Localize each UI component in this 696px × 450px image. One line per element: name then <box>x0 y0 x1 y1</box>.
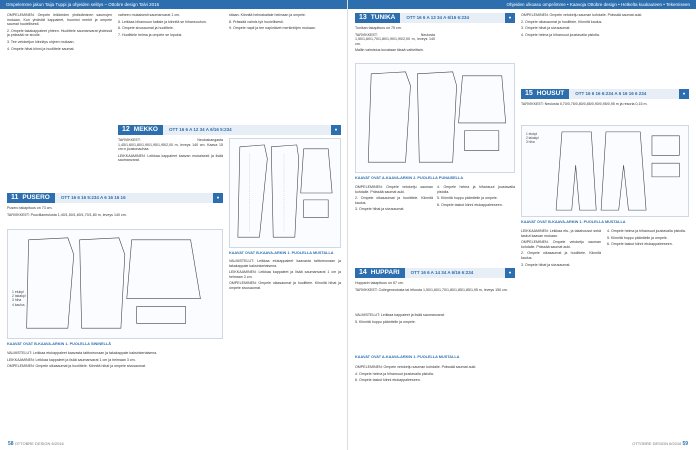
footer-text: OTTOBRE DESIGN 6/2016 <box>14 441 64 446</box>
section-15-text <box>521 102 689 124</box>
section-number: 13 <box>355 13 371 23</box>
section-title: HOUSUT <box>537 89 569 99</box>
left-header: Ompelemme jakun Taija Tuppi ja ohjeiden selitys – Ottobre design Talvi 2016 <box>0 0 348 9</box>
left-text-col-3 <box>229 13 341 113</box>
paragraph: 9. Ompele napit ja tee napinlävet merkintöjen mukaan. <box>229 26 316 31</box>
section-number: 11 <box>7 193 22 203</box>
dress-pattern-drawing <box>230 139 340 247</box>
paragraph: 4. Ompele hihat kiinni ja huolittele saumat. <box>7 46 75 51</box>
section-number: 14 <box>355 268 371 278</box>
diagram-caption: KAAVAT OVAT B-KAAVA-ARKIN 1. PUOLELLA SININELLÄ <box>7 342 111 346</box>
diagram-caption: KAAVAT OVAT A-KAAVA-ARKIN 1. PUOLELLA MUSTALLA <box>355 355 460 359</box>
right-text-col-4 <box>521 229 601 429</box>
pattern-piece-label: 3 hiha <box>526 140 535 144</box>
diagram-caption: KAAVAT OVAT A-KAAVA-ARKIN 2. PUOLELLA PUNAISELLA <box>355 176 464 180</box>
paragraph: Tunikan takapituus on 75 cm. <box>355 26 402 30</box>
pattern-code: OTT 16 6 A 13 34 A 6/16 6:234 <box>400 13 505 23</box>
paragraph: 2. Ompele olkasaumat ja huolittele. Kiinnitä kaulus. <box>521 251 601 260</box>
tunic-pattern-drawing <box>356 64 514 172</box>
right-text-col-3 <box>521 13 689 85</box>
section-14-bottom <box>355 365 515 435</box>
paragraph: Hupparin takapituus on 67 cm. <box>355 281 404 285</box>
section-heading-11 <box>7 193 223 203</box>
pattern-code: OTT 16 6 A 14 34 A 6/16 6:234 <box>405 268 505 278</box>
paragraph: 8. Prässää valmis työ huolellisesti. <box>229 19 284 24</box>
section-11-text <box>7 206 223 226</box>
paragraph: 4. Ompele helma ja hihansuut joustavalla pistolla. <box>607 229 686 233</box>
paragraph: 2. Ompele olkasaumat ja huolittele. Kiinnitä kaulus. <box>521 19 603 24</box>
section-heading-12 <box>118 125 341 135</box>
pattern-piece-label: 2 takakpl <box>526 136 539 140</box>
footer-text: OTTOBRE DESIGN 6/2016 <box>632 441 682 446</box>
paragraph: 4. Ompele helma ja hihansuut joustavalla pistolla. <box>355 371 434 376</box>
pattern-piece-list <box>12 290 26 307</box>
paragraph: TARVIKKEET: Puuvillaneulosta 1,40/1,50/1,60/1,70/1,80 m, leveys 140 cm. <box>7 212 127 217</box>
right-text-col-2 <box>437 185 515 265</box>
paragraph: 6. Ompele taskut kiinni etukappaleeseen. <box>607 242 673 247</box>
paragraph: TARVIKKEET: Neulosta 0,70/0,75/0,80/0,85/0,90/0,95/0,95 m ja resoria 0,15 m. <box>521 102 648 106</box>
paragraph: VALMISTELUT: Leikkaa etukappaleet kaavasta taittoreunaan ja takakappale kaksinkertaisena. <box>7 351 158 355</box>
paragraph: 6. Ompele sivusaumat ja huolittele. <box>118 26 174 31</box>
left-footer <box>8 441 64 447</box>
paragraph: TARVIKKEET: Neuloskangasta 1,45/1,60/1,80/1,90/1,95/1,95/2,00 m, leveys 140 cm. Kaava 15 cm:n joustonauhaa. <box>118 138 223 152</box>
pattern-piece-list <box>526 132 539 144</box>
paragraph: OMPELEMINEN: Ompele vetoketju sauman kohdalle. Prässää saumat auki. <box>521 240 601 249</box>
section-title: PUSERO <box>22 193 54 203</box>
section-title: TUNIKA <box>371 13 401 23</box>
paragraph: OMPELEMINEN: Ompele leikkeiden yhdistäminen saumojen mukaan. Kun yhdistät kappaleet, huomioi merkit ja ompele saumat huolellisesti. <box>7 13 112 27</box>
paragraph: 4. Ompele helma ja hihansuut joustavalla pistolla. <box>437 185 515 194</box>
left-text-col-1 <box>7 13 112 188</box>
left-text-col-3b <box>229 259 341 399</box>
left-bottom-text <box>7 351 223 431</box>
pattern-code: OTT 16 6 16 6:234 A 6 16 16 6 234 <box>569 89 679 99</box>
pattern-diagram-15 <box>521 125 689 217</box>
pattern-diagram-13 <box>355 63 515 173</box>
section-heading-15 <box>521 89 689 99</box>
section-number: 12 <box>118 125 134 135</box>
paragraph: 5. Kiinnitä huppu pääntielle ja ompele. <box>355 319 416 324</box>
pattern-piece-label: 1 etukpl <box>526 132 538 136</box>
paragraph: OMPELEMINEN: Ompele vetoketju sauman kohdalle. Prässää saumat auki. <box>355 365 477 369</box>
paragraph: 5. Leikkaa hihansuun kaitale ja kiinnitä se hihansuuhun. <box>118 19 207 24</box>
pattern-piece-label: 3 hiha <box>12 298 22 303</box>
pattern-code: OTT 16 6 16 5:234 A 6 16 16 16 <box>55 193 213 203</box>
pattern-code: OTT 16 6 A 12 34 A 6/16 5:234 <box>163 125 331 135</box>
trousers-pattern-drawing <box>522 126 688 216</box>
paragraph: sitaan. Kiinnitä helmakaitale helmaan ja ompele. <box>229 13 306 17</box>
section-heading-13 <box>355 13 515 23</box>
paragraph: Pusero takapituus on 73 cm. <box>7 206 53 210</box>
paragraph: 3. Ompele hihat ja sivusaumat. <box>355 207 405 212</box>
paragraph: 4. Ompele helma ja hihansuut joustavalla pistolla. <box>521 32 600 37</box>
paragraph: 6. Ompele taskut kiinni etukappaleeseen. <box>355 378 421 383</box>
paragraph: LEIKKAAMINEN: Leikkaa etu- ja takahousut sekä taskut kaavan mukaan. <box>521 229 601 238</box>
size-badge-icon: ● <box>213 193 223 203</box>
section-14-text-more <box>355 313 515 353</box>
page-number: 58 <box>8 441 14 447</box>
section-14-text <box>355 281 515 311</box>
size-badge-icon: ● <box>505 13 515 23</box>
paragraph: 3. Ompele hihat ja sivusaumat. <box>521 26 571 31</box>
paragraph: 7. Huolittele helma ja ompele se lopuksi. <box>118 32 183 37</box>
diagram-caption: KAAVAT OVAT B-KAAVA-ARKIN 1. PUOLELLA MUSTALLA <box>229 251 334 255</box>
right-text-col-5 <box>607 229 689 429</box>
right-footer <box>632 441 688 447</box>
right-page <box>348 0 696 450</box>
size-badge-icon: ● <box>331 125 341 135</box>
paragraph: OMPELEMINEN: Ompele olkasaumat ja huolittele. Kiinnitä hihat ja ompele sivusaumat. <box>229 281 341 290</box>
paragraph: VALMISTELUT: Leikkaa etukappaleet kaavasta taittoreunaan ja takakappale kaksinkertaisena. <box>229 259 341 268</box>
section-number: 15 <box>521 89 537 99</box>
paragraph: 2. Ompele takakappaleet yhteen. Huolittele saumanvarat yhdessä ja prässää ne sivulle. <box>7 28 112 38</box>
paragraph: LEIKKAAMINEN: Leikkaa kappaleet ja lisää saumanvarat 1 cm ja helmaan 3 cm. <box>7 357 136 362</box>
paragraph: OMPELEMINEN: Ompele vetoketju sauman kohdalle. Prässää saumat auki. <box>521 13 643 17</box>
diagram-caption: KAAVAT OVAT B-KAAVA-ARKIN 1. PUOLELLA MUSTALLA <box>521 220 626 224</box>
pattern-diagram-12 <box>229 138 341 248</box>
right-header: Ohjeiden ulkoasu ompelimme • Kaavoja Ottobre design • Hetkelta kuukauteen • Tekemiseen <box>348 0 696 9</box>
paragraph: TARVIKKEET: Neulosta 1,50/1,60/1,70/1,80/1,90/1,90/2,00 m, leveys 140 cm. <box>355 32 435 46</box>
pattern-piece-label: 1 etukpl <box>12 290 24 294</box>
paragraph: 3. Ompele hihat ja sivusaumat. <box>521 262 571 267</box>
page-number: 59 <box>682 441 688 447</box>
paragraph: OMPELEMINEN: Ompele vetoketju sauman kohdalle. Prässää saumat auki. <box>355 185 433 194</box>
section-title: MEKKO <box>134 125 163 135</box>
paragraph: 3. Tee vetoketjun kiinnitys ohjeen mukaan. <box>7 39 75 44</box>
paragraph: 2. Ompele olkasaumat ja huolittele. Kiinnitä kaulus. <box>355 196 433 205</box>
pattern-piece-label: 2 takakpl <box>12 294 26 299</box>
paragraph: Mallin valmistus kuvataan tässä vaiheittain. <box>355 48 424 53</box>
section-13-text <box>355 26 435 62</box>
right-text-col-1 <box>355 185 433 265</box>
paragraph: TARVIKKEET: Collegeneulosta tai trikoota 1,50/1,60/1,70/1,80/1,85/1,85/1,95 m, leveys 150 cm. <box>355 287 508 292</box>
paragraph: 5. Kiinnitä huppu pääntielle ja ompele. <box>607 235 668 240</box>
pattern-diagram-11 <box>7 229 223 339</box>
size-badge-icon: ● <box>679 89 689 99</box>
paragraph: vaiheen mukaisesti saumanvarat 1 cm. <box>118 13 181 17</box>
paragraph: 6. Ompele taskut kiinni etukappaleeseen. <box>437 202 503 207</box>
blouse-pattern-drawing <box>8 230 222 338</box>
paragraph: OMPELEMINEN: Ompele olkasaumat ja huolittele. Kiinnitä hihat ja ompele sivusaumat. <box>7 364 147 369</box>
paragraph: LEIKKAAMINEN: Leikkaa kappaleet ja lisää saumanvarat 1 cm ja helmaan 3 cm. <box>229 270 341 279</box>
paragraph: VALMISTELUT: Leikkaa kappaleet ja lisää saumanvarat. <box>355 313 445 317</box>
section-12-text <box>118 138 223 183</box>
pattern-piece-label: 4 kaulus <box>12 302 25 307</box>
paragraph: LEIKKAAMINEN: Leikkaa kappaleet kaavan mukaisesti ja lisää saumanvarat. <box>118 153 223 163</box>
section-title: HUPPARI <box>371 268 405 278</box>
size-badge-icon: ● <box>505 268 515 278</box>
left-text-col-2 <box>118 13 223 128</box>
section-heading-14 <box>355 268 515 278</box>
paragraph: 5. Kiinnitä huppu pääntielle ja ompele. <box>437 196 498 201</box>
